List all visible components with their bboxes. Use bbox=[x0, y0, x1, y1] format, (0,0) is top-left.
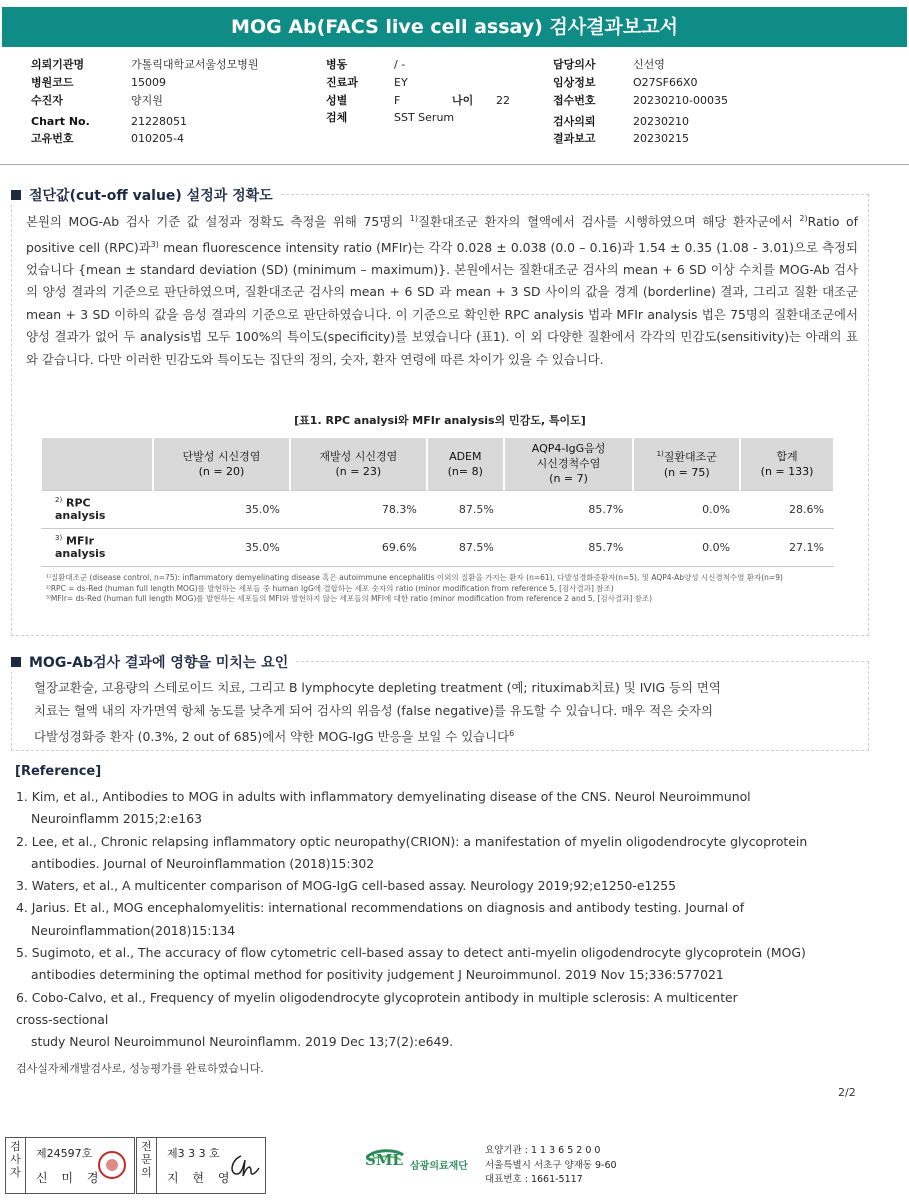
org-name: 삼광의료재단 bbox=[410, 1161, 468, 1172]
reference-line: antibodies. Journal of Neuroinflammation (2018)15:302 bbox=[31, 855, 375, 871]
table-cell: 0.0% bbox=[633, 490, 740, 528]
reference-line: cross-sectional bbox=[16, 1011, 109, 1027]
signer1-role bbox=[6, 1138, 26, 1193]
bullet-square-icon bbox=[11, 657, 21, 667]
section1-heading-text: 절단값(cut-off value) 설정과 정확도 bbox=[29, 188, 273, 204]
info-label: Chart No. bbox=[31, 115, 90, 128]
table-cell: 87.5% bbox=[427, 490, 504, 528]
signer2-name: 지 현 영 bbox=[167, 1171, 235, 1185]
table-header-row bbox=[41, 438, 834, 490]
column-header-text: 단발성 시신경염 bbox=[182, 449, 261, 463]
footnote-marker: 1) bbox=[409, 214, 419, 223]
section2-line: 혈장교환술, 고용량의 스테로이드 치료, 그리고 B lymphocyte depleting treatment (예; rituximab치료) 및 IVIG 등의 면역 bbox=[34, 680, 721, 695]
info-label: 고유번호 bbox=[31, 132, 74, 145]
table-cell: 87.5% bbox=[427, 528, 504, 566]
table-cell: 27.1% bbox=[740, 528, 834, 566]
footnote-line: ¹⁾질환대조군 (disease control, n=75): inflammatory demyelinating disease 혹은 autoimmune encephalitis 이외의 질환을 가지는 환자 (n=61), 다발성경화증환자(n=5), 및 AQP4-Ab양성 시신경척수염 환자(n=9) bbox=[46, 573, 783, 582]
signer2-box bbox=[136, 1137, 266, 1194]
seal-stamp-icon bbox=[98, 1151, 126, 1179]
table-column-header bbox=[740, 438, 834, 490]
table-row bbox=[41, 528, 834, 566]
signer2-role bbox=[137, 1138, 157, 1193]
table-cell: 35.0% bbox=[153, 490, 290, 528]
info-value: / - bbox=[394, 58, 406, 71]
signer1-box bbox=[5, 1137, 135, 1194]
info-value: 신선영 bbox=[633, 58, 665, 71]
table-cell: 69.6% bbox=[290, 528, 427, 566]
footnote-marker: 2) bbox=[55, 495, 63, 504]
report-footer bbox=[5, 1137, 905, 1195]
reference-list bbox=[16, 786, 886, 1054]
info-value: 양지원 bbox=[131, 94, 163, 107]
table-column-header bbox=[290, 438, 427, 490]
table-column-header bbox=[633, 438, 740, 490]
column-header-line: (n = 75) bbox=[663, 466, 710, 480]
table-cell: 0.0% bbox=[633, 528, 740, 566]
column-header-line bbox=[634, 447, 739, 465]
info-label: 접수번호 bbox=[553, 94, 596, 107]
column-header-line bbox=[428, 449, 503, 464]
reference-line: 4. Jarius. Et al., MOG encephalomyelitis: international recommendations on diagnosis and antibody testing. Journal of bbox=[16, 900, 745, 916]
info-label: 결과보고 bbox=[553, 132, 596, 145]
column-header-line bbox=[291, 449, 426, 464]
info-label: 임상정보 bbox=[553, 76, 596, 89]
signer2-license: 제3 3 3 호 bbox=[167, 1147, 220, 1160]
table-corner-cell bbox=[41, 438, 153, 490]
table-row bbox=[41, 490, 834, 528]
info-label: 검체 bbox=[326, 111, 348, 124]
info-value: 21228051 bbox=[131, 115, 187, 128]
info-value: 20230210-00035 bbox=[633, 94, 728, 107]
role-char: 검 bbox=[10, 1140, 21, 1153]
section2-heading bbox=[11, 652, 296, 672]
column-header-line: (n = 23) bbox=[335, 464, 382, 478]
age-value: 22 bbox=[496, 94, 510, 107]
column-header-line bbox=[505, 441, 633, 456]
info-value: EY bbox=[394, 76, 408, 89]
org-info bbox=[485, 1144, 617, 1188]
reference-line: Neuroinflammation(2018)15:134 bbox=[31, 922, 236, 938]
footnote-marker: 2) bbox=[799, 214, 808, 223]
column-header-line: 시신경척수염 bbox=[536, 457, 601, 471]
signer1-license: 제24597호 bbox=[36, 1147, 93, 1160]
column-header-text: 재발성 시신경염 bbox=[319, 449, 398, 463]
table-cell: 35.0% bbox=[153, 528, 290, 566]
reference-line: 5. Sugimoto, et al., The accuracy of flow cytometric cell-based assay to detect anti-myelin oligodendrocyte glycoprotein (MOG) bbox=[16, 945, 806, 961]
row-header-text: RPC analysis bbox=[55, 496, 106, 523]
info-label: 담당의사 bbox=[553, 58, 596, 71]
table-column-header bbox=[427, 438, 504, 490]
info-value: 20230210 bbox=[633, 115, 689, 128]
table1-footnotes bbox=[46, 573, 846, 605]
table-cell: 28.6% bbox=[740, 490, 834, 528]
info-value: SST Serum bbox=[394, 111, 455, 124]
info-value: F bbox=[394, 94, 401, 107]
column-header-line: (n = 20) bbox=[198, 464, 245, 478]
signer1-name: 신 미 경 bbox=[36, 1171, 104, 1185]
paragraph-text: 질환대조군 환자의 혈액에서 검사를 시행하였으며 해당 환자군에서 bbox=[418, 214, 800, 230]
table-cell: 78.3% bbox=[290, 490, 427, 528]
report-title: MOG Ab(FACS live cell assay) 검사결과보고서 bbox=[2, 7, 907, 47]
footnote-line: ²⁾RPC = ds-Red (human full length MOG)를 발현하는 세포들 중 human IgG에 결합하는 세포 숫자의 ratio (minor modification from reference 5, [검사결과] 참조) bbox=[46, 583, 614, 593]
column-header-text: AQP4-IgG음성 bbox=[531, 442, 606, 456]
section2-sup: 6 bbox=[509, 729, 515, 738]
section2-line: 치료는 혈액 내의 자가면역 항체 농도를 낮추게 되어 검사의 위음성 (false negative)를 유도할 수 있습니다. 매우 적은 숫자의 bbox=[34, 703, 713, 718]
table-body bbox=[41, 490, 834, 566]
info-value: 15009 bbox=[131, 76, 166, 89]
column-header-line: (n = 7) bbox=[549, 472, 588, 486]
paragraph-text: Ratio of positive cell (RPC)과 bbox=[26, 214, 859, 255]
header-divider bbox=[0, 164, 909, 165]
org-short-name: SML bbox=[365, 1151, 403, 1169]
reference-line: 3. Waters, et al., A multicenter comparison of MOG-IgG cell-based assay. Neurology 2019;92;e1250-e1255 bbox=[16, 878, 677, 894]
footnote-line: ³⁾MFIr= ds-Red (human full length MOG)를 발현하는 세포들의 MFI와 발현하지 않는 세포들의 MFI에 대한 ratio (minor modification from reference 2 and 5, [검사결과] 참조) bbox=[46, 594, 653, 603]
signature-icon bbox=[227, 1152, 261, 1180]
table-cell: 85.7% bbox=[504, 490, 634, 528]
patient-info-col2 bbox=[326, 56, 536, 124]
reference-line: antibodies determining the optimal method for positivity judgement J Neuroimmunol. 2019 Nov 15;336:577021 bbox=[31, 967, 724, 983]
column-header-text: ADEM bbox=[449, 449, 482, 463]
org-info-line: 요양기관 : 1 1 3 6 5 2 0 0 bbox=[485, 1145, 601, 1156]
role-char: 전 bbox=[141, 1140, 152, 1153]
section2-line: 다발성경화증 환자 (0.3%, 2 out of 685)에서 약한 MOG-IgG 반응을 보일 수 있습니다 bbox=[34, 729, 510, 745]
results-table bbox=[40, 438, 835, 567]
paragraph-text: mean fluorescence intensity ratio (MFIr)는 각각 0.028 ± 0.038 (0.0 – 0.16)과 1.54 ± 0.35 (1.08 - 3.01)으로 측정되었습니다 {mean ± standard deviation (SD) (minimum – maximum)}. 본원에서는 질환대조군 검사의 mean + 6 SD 이상 수치를 MOG-Ab 검사의 양성 결과의 기준으로 판단하였으며, 질환대조군 검사의 mean + 6 SD 과 mean + 3 SD 사이의 값을 경계 (borderline) 결과, 그리고 질환 대조군 mean + 3 SD 이하의 값을 음성 결과의 기준으로 판단하였습니다. 이 기준으로 확인한 RPC analysis 법과 MFIr analysis 법은 75명의 질환대조군에서 양성 결과가 없어 두 analysis법 모두 100%의 특이도(specificity)를 보였습니다 (표1). 이 외 다양한 질환에서 각각의 민감도(sensitivity)는 아래의 표와 같습니다. 다만 이러한 민감도와 특이도는 집단의 정의, 숫자, 환자 연령에 따른 차이가 있을 수 있습니다. bbox=[26, 239, 858, 367]
column-header-line bbox=[154, 449, 289, 464]
info-label: 병동 bbox=[326, 58, 348, 71]
reference-line: 2. Lee, et al., Chronic relapsing inflammatory optic neuropathy(CRION): a manifestation of myelin oligodendrocyte glycoprotein bbox=[16, 833, 808, 849]
row-header-cell bbox=[41, 490, 153, 528]
validation-note: 검사실자체개발검사로, 성능평가를 완료하였습니다. bbox=[16, 1062, 264, 1075]
reference-line: study Neurol Neuroimmunol Neuroinflamm. 2019 Dec 13;7(2):e649. bbox=[31, 1034, 454, 1050]
reference-title: [Reference] bbox=[15, 764, 102, 779]
column-header-line: (n= 8) bbox=[447, 464, 483, 478]
section2-line-last bbox=[34, 722, 846, 748]
role-char: 의 bbox=[141, 1166, 152, 1179]
table-cell: 85.7% bbox=[504, 528, 634, 566]
row-header-text: MFIr analysis bbox=[55, 534, 106, 561]
table1-title: [표1. RPC analysi와 MFIr analysis의 민감도, 특이도] bbox=[294, 414, 586, 427]
org-info-line: 서울특별시 서초구 양재동 9-60 bbox=[485, 1159, 617, 1171]
table-column-header bbox=[153, 438, 290, 490]
patient-info-col1 bbox=[31, 56, 301, 145]
table-column-header bbox=[504, 438, 634, 490]
info-value: 20230215 bbox=[633, 132, 689, 145]
info-value: 가톨릭대학교서울성모병원 bbox=[131, 58, 259, 71]
info-label: 진료과 bbox=[326, 76, 358, 89]
column-header-text: 질환대조군 bbox=[663, 451, 717, 465]
role-char: 사 bbox=[10, 1153, 21, 1166]
footnote-marker: 3) bbox=[150, 239, 159, 249]
reference-line: Neuroinflamm 2015;2:e163 bbox=[31, 811, 202, 827]
org-info-line: 대표번호 : 1661-5117 bbox=[485, 1174, 583, 1185]
info-label: 병원코드 bbox=[31, 76, 74, 89]
section2-heading-text: MOG-Ab검사 결과에 영향을 미치는 요인 bbox=[29, 655, 289, 671]
footnote-marker: 3) bbox=[55, 533, 63, 542]
page-number: 2/2 bbox=[838, 1086, 856, 1099]
info-label: 의뢰기관명 bbox=[31, 58, 85, 71]
column-header-text: 합계 bbox=[776, 449, 798, 463]
info-value: 010205-4 bbox=[131, 132, 184, 145]
section2-paragraph bbox=[34, 676, 846, 748]
age-label: 나이 bbox=[452, 94, 474, 107]
info-label: 검사의뢰 bbox=[553, 115, 596, 128]
column-header-line bbox=[741, 449, 833, 464]
column-header-line: (n = 133) bbox=[760, 464, 814, 478]
reference-line: 6. Cobo-Calvo, et al., Frequency of myelin oligodendrocyte glycoprotein antibody in multiple sclerosis: A multicenter bbox=[16, 989, 738, 1005]
info-value: O27SF66X0 bbox=[633, 76, 698, 89]
info-label: 수진자 bbox=[31, 94, 63, 107]
info-label: 성별 bbox=[326, 94, 348, 107]
section1-heading bbox=[11, 185, 281, 205]
row-header-cell bbox=[41, 528, 153, 566]
role-char: 자 bbox=[10, 1166, 21, 1179]
paragraph-text: 본원의 MOG-Ab 검사 기준 값 설정과 정확도 측정을 위해 75명의 bbox=[26, 214, 410, 230]
reference-line: 1. Kim, et al., Antibodies to MOG in adults with inflammatory demyelinating disease of the CNS. Neurol Neuroimmunol bbox=[16, 789, 751, 804]
footnote-marker: 1) bbox=[656, 450, 664, 459]
patient-info-col3 bbox=[553, 56, 793, 145]
section1-paragraph bbox=[26, 208, 858, 371]
role-char: 문 bbox=[141, 1153, 152, 1166]
bullet-square-icon bbox=[11, 190, 21, 200]
